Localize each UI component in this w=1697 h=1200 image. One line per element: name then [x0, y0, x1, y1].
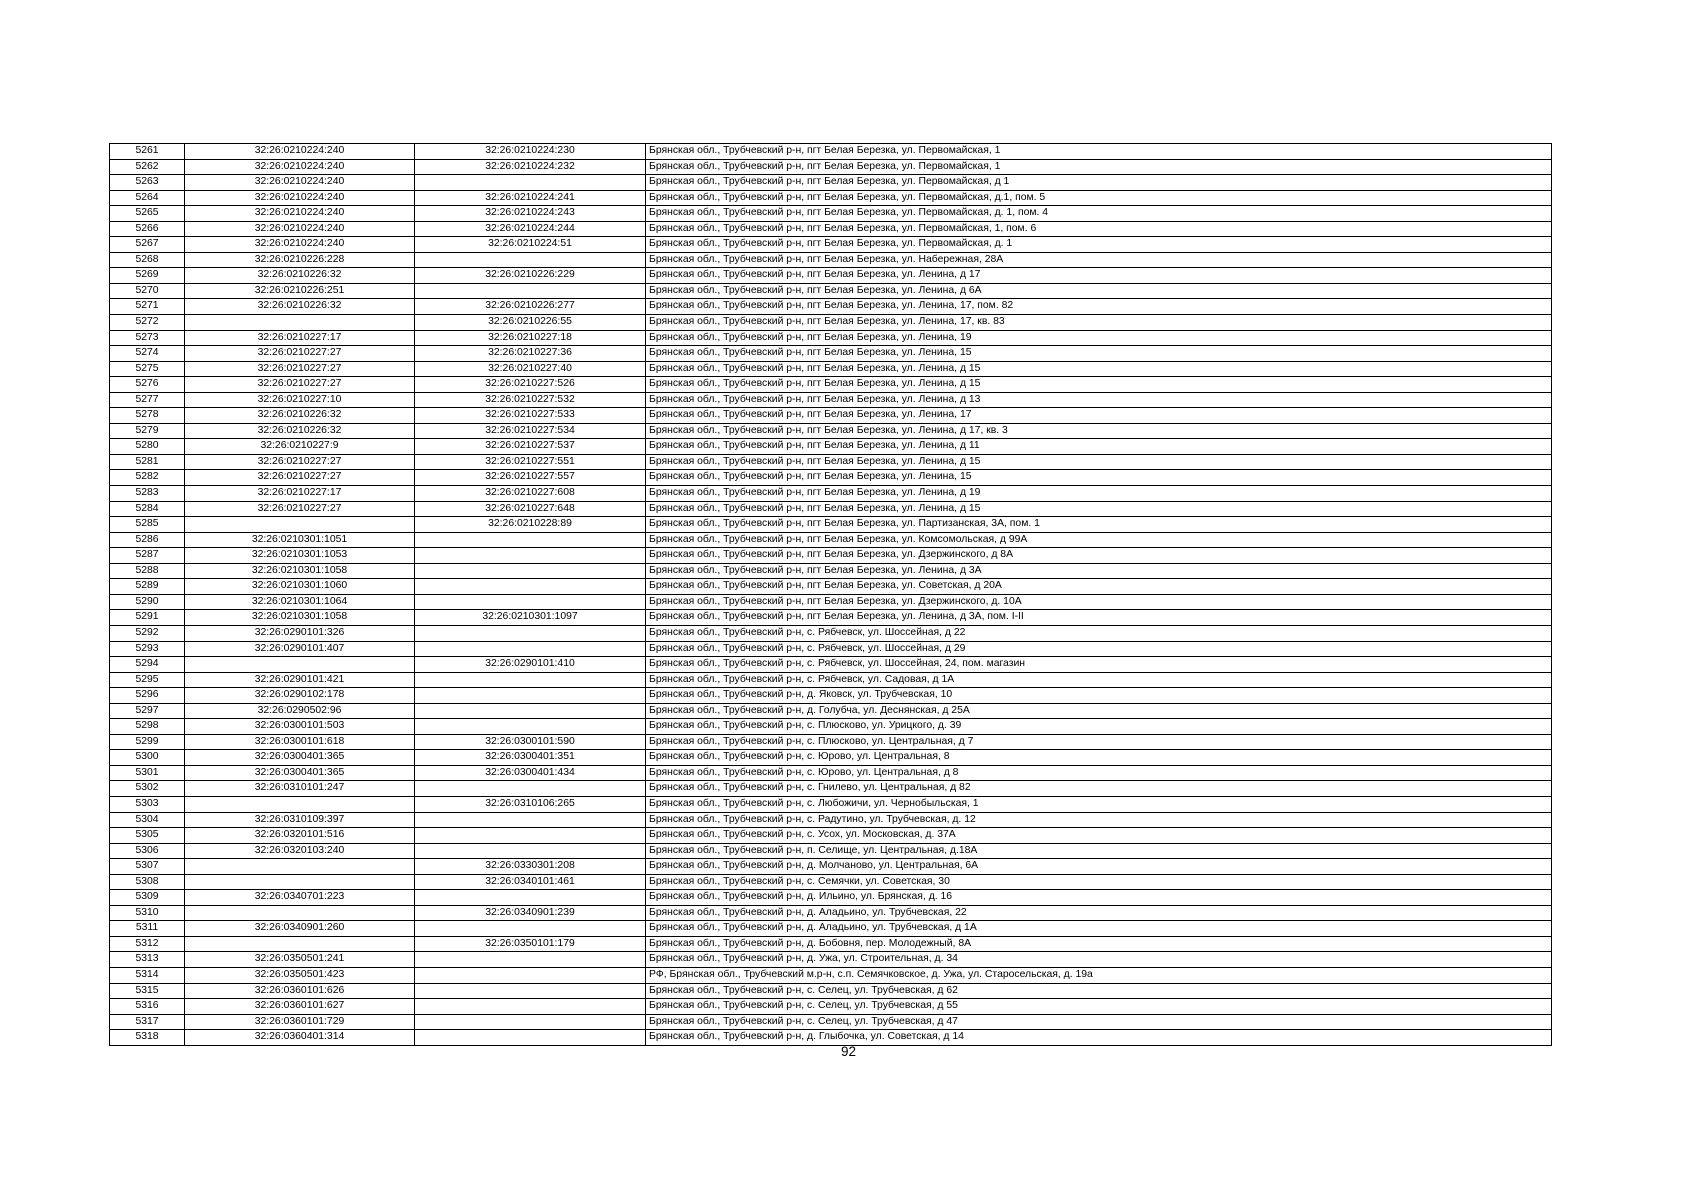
property-registry-table: [109, 143, 1552, 1046]
object-cadastral-number-cell: 32:26:0210224:51: [415, 237, 646, 253]
table-row: [110, 1014, 1552, 1030]
address-cell: Брянская обл., Трубчевский р-н, с. Любожичи, ул. Чернобыльская, 1: [646, 796, 1552, 812]
row-number-cell: 5300: [110, 750, 185, 766]
cadastral-number-cell: 32:26:0310109:397: [185, 812, 415, 828]
address-cell: Брянская обл., Трубчевский р-н, пгт Белая Березка, ул. Ленина, д 11: [646, 439, 1552, 455]
object-cadastral-number-cell: [415, 703, 646, 719]
object-cadastral-number-cell: 32:26:0210227:608: [415, 486, 646, 502]
table-row: [110, 843, 1552, 859]
cadastral-number-cell: 32:26:0210224:240: [185, 175, 415, 191]
cadastral-number-cell: 32:26:0300401:365: [185, 750, 415, 766]
object-cadastral-number-cell: [415, 828, 646, 844]
object-cadastral-number-cell: 32:26:0210227:648: [415, 501, 646, 517]
row-number-cell: 5297: [110, 703, 185, 719]
address-cell: Брянская обл., Трубчевский р-н, д. Бобовня, пер. Молодежный, 8А: [646, 936, 1552, 952]
object-cadastral-number-cell: 32:26:0210224:244: [415, 221, 646, 237]
table-row: [110, 734, 1552, 750]
object-cadastral-number-cell: 32:26:0210227:533: [415, 408, 646, 424]
table-row: [110, 563, 1552, 579]
cadastral-number-cell: 32:26:0350501:423: [185, 967, 415, 983]
table-row: [110, 828, 1552, 844]
row-number-cell: 5292: [110, 625, 185, 641]
row-number-cell: 5296: [110, 688, 185, 704]
cadastral-number-cell: 32:26:0210227:27: [185, 501, 415, 517]
object-cadastral-number-cell: 32:26:0300401:351: [415, 750, 646, 766]
table-row: [110, 144, 1552, 160]
address-cell: Брянская обл., Трубчевский р-н, пгт Белая Березка, ул. Ленина, д 15: [646, 501, 1552, 517]
row-number-cell: 5269: [110, 268, 185, 284]
object-cadastral-number-cell: [415, 594, 646, 610]
address-cell: Брянская обл., Трубчевский р-н, с. Плюсково, ул. Центральная, д 7: [646, 734, 1552, 750]
object-cadastral-number-cell: 32:26:0210227:18: [415, 330, 646, 346]
row-number-cell: 5281: [110, 454, 185, 470]
object-cadastral-number-cell: [415, 952, 646, 968]
cadastral-number-cell: 32:26:0210227:27: [185, 377, 415, 393]
object-cadastral-number-cell: 32:26:0210227:40: [415, 361, 646, 377]
row-number-cell: 5267: [110, 237, 185, 253]
table-row: [110, 967, 1552, 983]
object-cadastral-number-cell: [415, 175, 646, 191]
address-cell: Брянская обл., Трубчевский р-н, п. Селище, ул. Центральная, д.18А: [646, 843, 1552, 859]
object-cadastral-number-cell: [415, 890, 646, 906]
row-number-cell: 5272: [110, 315, 185, 331]
address-cell: Брянская обл., Трубчевский р-н, д. Аладьино, ул. Трубчевская, 22: [646, 905, 1552, 921]
address-cell: Брянская обл., Трубчевский р-н, с. Рябчевск, ул. Шоссейная, 24, пом. магазин: [646, 657, 1552, 673]
address-cell: Брянская обл., Трубчевский р-н, пгт Белая Березка, ул. Ленина, д 15: [646, 361, 1552, 377]
table-row: [110, 781, 1552, 797]
cadastral-number-cell: 32:26:0210301:1051: [185, 532, 415, 548]
table-row: [110, 408, 1552, 424]
cadastral-number-cell: 32:26:0210226:228: [185, 252, 415, 268]
address-cell: Брянская обл., Трубчевский р-н, д. Ужа, ул. Строительная, д. 34: [646, 952, 1552, 968]
row-number-cell: 5263: [110, 175, 185, 191]
object-cadastral-number-cell: [415, 781, 646, 797]
table-row: [110, 983, 1552, 999]
cadastral-number-cell: [185, 657, 415, 673]
object-cadastral-number-cell: [415, 579, 646, 595]
object-cadastral-number-cell: [415, 967, 646, 983]
object-cadastral-number-cell: 32:26:0210227:557: [415, 470, 646, 486]
object-cadastral-number-cell: 32:26:0310106:265: [415, 796, 646, 812]
cadastral-number-cell: [185, 905, 415, 921]
address-cell: Брянская обл., Трубчевский р-н, с. Гнилево, ул. Центральная, д 82: [646, 781, 1552, 797]
cadastral-number-cell: [185, 936, 415, 952]
cadastral-number-cell: 32:26:0350501:241: [185, 952, 415, 968]
address-cell: Брянская обл., Трубчевский р-н, с. Плюсково, ул. Урицкого, д. 39: [646, 719, 1552, 735]
object-cadastral-number-cell: 32:26:0210227:532: [415, 392, 646, 408]
row-number-cell: 5295: [110, 672, 185, 688]
row-number-cell: 5266: [110, 221, 185, 237]
table-row: [110, 703, 1552, 719]
cadastral-number-cell: 32:26:0360401:314: [185, 1030, 415, 1046]
table-row: [110, 315, 1552, 331]
address-cell: Брянская обл., Трубчевский р-н, с. Селец, ул. Трубчевская, д 47: [646, 1014, 1552, 1030]
address-cell: Брянская обл., Трубчевский р-н, пгт Белая Березка, ул. Ленина, д 17: [646, 268, 1552, 284]
table-row: [110, 361, 1552, 377]
object-cadastral-number-cell: 32:26:0300401:434: [415, 765, 646, 781]
cadastral-number-cell: 32:26:0210224:240: [185, 144, 415, 160]
table-row: [110, 532, 1552, 548]
cadastral-number-cell: 32:26:0210224:240: [185, 159, 415, 175]
cadastral-number-cell: 32:26:0300101:618: [185, 734, 415, 750]
row-number-cell: 5262: [110, 159, 185, 175]
address-cell: Брянская обл., Трубчевский р-н, пгт Белая Березка, ул. Ленина, 15: [646, 470, 1552, 486]
table-row: [110, 952, 1552, 968]
row-number-cell: 5318: [110, 1030, 185, 1046]
cadastral-number-cell: 32:26:0360101:729: [185, 1014, 415, 1030]
row-number-cell: 5274: [110, 346, 185, 362]
object-cadastral-number-cell: 32:26:0290101:410: [415, 657, 646, 673]
cadastral-number-cell: 32:26:0210227:27: [185, 346, 415, 362]
table-row: [110, 625, 1552, 641]
cadastral-number-cell: [185, 315, 415, 331]
row-number-cell: 5285: [110, 517, 185, 533]
table-row: [110, 765, 1552, 781]
object-cadastral-number-cell: [415, 563, 646, 579]
object-cadastral-number-cell: 32:26:0350101:179: [415, 936, 646, 952]
table-row: [110, 936, 1552, 952]
address-cell: Брянская обл., Трубчевский р-н, пгт Белая Березка, ул. Ленина, д 3А, пом. I-II: [646, 610, 1552, 626]
cadastral-number-cell: 32:26:0210227:27: [185, 454, 415, 470]
row-number-cell: 5277: [110, 392, 185, 408]
row-number-cell: 5307: [110, 859, 185, 875]
cadastral-number-cell: 32:26:0210227:9: [185, 439, 415, 455]
object-cadastral-number-cell: [415, 532, 646, 548]
table-row: [110, 206, 1552, 222]
address-cell: Брянская обл., Трубчевский р-н, д. Молчаново, ул. Центральная, 6А: [646, 859, 1552, 875]
object-cadastral-number-cell: 32:26:0300101:590: [415, 734, 646, 750]
object-cadastral-number-cell: [415, 672, 646, 688]
object-cadastral-number-cell: 32:26:0210227:537: [415, 439, 646, 455]
row-number-cell: 5289: [110, 579, 185, 595]
address-cell: Брянская обл., Трубчевский р-н, пгт Белая Березка, ул. Дзержинского, д 8А: [646, 548, 1552, 564]
row-number-cell: 5314: [110, 967, 185, 983]
row-number-cell: 5317: [110, 1014, 185, 1030]
object-cadastral-number-cell: [415, 1014, 646, 1030]
row-number-cell: 5282: [110, 470, 185, 486]
table-row: [110, 921, 1552, 937]
address-cell: Брянская обл., Трубчевский р-н, пгт Белая Березка, ул. Первомайская, 1: [646, 144, 1552, 160]
cadastral-number-cell: 32:26:0360101:627: [185, 999, 415, 1015]
row-number-cell: 5284: [110, 501, 185, 517]
row-number-cell: 5290: [110, 594, 185, 610]
row-number-cell: 5310: [110, 905, 185, 921]
row-number-cell: 5303: [110, 796, 185, 812]
row-number-cell: 5283: [110, 486, 185, 502]
row-number-cell: 5313: [110, 952, 185, 968]
address-cell: Брянская обл., Трубчевский р-н, с. Юрово, ул. Центральная, 8: [646, 750, 1552, 766]
object-cadastral-number-cell: 32:26:0210224:241: [415, 190, 646, 206]
table-row: [110, 392, 1552, 408]
address-cell: Брянская обл., Трубчевский р-н, пгт Белая Березка, ул. Ленина, 19: [646, 330, 1552, 346]
cadastral-number-cell: 32:26:0340901:260: [185, 921, 415, 937]
object-cadastral-number-cell: 32:26:0210226:55: [415, 315, 646, 331]
cadastral-number-cell: 32:26:0210227:27: [185, 470, 415, 486]
address-cell: Брянская обл., Трубчевский р-н, пгт Белая Березка, ул. Ленина, 15: [646, 346, 1552, 362]
address-cell: Брянская обл., Трубчевский р-н, д. Аладьино, ул. Трубчевская, д 1А: [646, 921, 1552, 937]
cadastral-number-cell: [185, 874, 415, 890]
row-number-cell: 5270: [110, 283, 185, 299]
row-number-cell: 5312: [110, 936, 185, 952]
address-cell: Брянская обл., Трубчевский р-н, пгт Белая Березка, ул. Ленина, д 6А: [646, 283, 1552, 299]
row-number-cell: 5261: [110, 144, 185, 160]
object-cadastral-number-cell: 32:26:0340101:461: [415, 874, 646, 890]
table-row: [110, 1030, 1552, 1046]
address-cell: Брянская обл., Трубчевский р-н, с. Семячки, ул. Советская, 30: [646, 874, 1552, 890]
cadastral-number-cell: 32:26:0210224:240: [185, 237, 415, 253]
table-row: [110, 548, 1552, 564]
table-row: [110, 719, 1552, 735]
object-cadastral-number-cell: [415, 625, 646, 641]
cadastral-number-cell: 32:26:0290102:178: [185, 688, 415, 704]
table-row: [110, 237, 1552, 253]
table-row: [110, 159, 1552, 175]
cadastral-number-cell: 32:26:0210226:32: [185, 299, 415, 315]
table-row: [110, 796, 1552, 812]
object-cadastral-number-cell: [415, 921, 646, 937]
row-number-cell: 5305: [110, 828, 185, 844]
object-cadastral-number-cell: [415, 1030, 646, 1046]
cadastral-number-cell: 32:26:0210226:32: [185, 423, 415, 439]
table-row: [110, 517, 1552, 533]
table-row: [110, 657, 1552, 673]
row-number-cell: 5291: [110, 610, 185, 626]
row-number-cell: 5298: [110, 719, 185, 735]
table-row: [110, 579, 1552, 595]
address-cell: Брянская обл., Трубчевский р-н, д. Глыбочка, ул. Советская, д 14: [646, 1030, 1552, 1046]
table-row: [110, 812, 1552, 828]
object-cadastral-number-cell: [415, 719, 646, 735]
address-cell: Брянская обл., Трубчевский р-н, пгт Белая Березка, ул. Ленина, д 15: [646, 377, 1552, 393]
row-number-cell: 5279: [110, 423, 185, 439]
table-row: [110, 672, 1552, 688]
address-cell: Брянская обл., Трубчевский р-н, пгт Белая Березка, ул. Ленина, д 15: [646, 454, 1552, 470]
cadastral-number-cell: [185, 859, 415, 875]
row-number-cell: 5299: [110, 734, 185, 750]
table-row: [110, 501, 1552, 517]
object-cadastral-number-cell: 32:26:0210228:89: [415, 517, 646, 533]
table-row: [110, 454, 1552, 470]
row-number-cell: 5308: [110, 874, 185, 890]
row-number-cell: 5273: [110, 330, 185, 346]
address-cell: Брянская обл., Трубчевский р-н, пгт Белая Березка, ул. Ленина, 17, пом. 82: [646, 299, 1552, 315]
object-cadastral-number-cell: 32:26:0210227:526: [415, 377, 646, 393]
cadastral-number-cell: 32:26:0210301:1058: [185, 563, 415, 579]
table-row: [110, 252, 1552, 268]
address-cell: Брянская обл., Трубчевский р-н, пгт Белая Березка, ул. Комсомольская, д 99А: [646, 532, 1552, 548]
table-row: [110, 999, 1552, 1015]
row-number-cell: 5309: [110, 890, 185, 906]
object-cadastral-number-cell: [415, 252, 646, 268]
address-cell: Брянская обл., Трубчевский р-н, пгт Белая Березка, ул. Ленина, 17: [646, 408, 1552, 424]
cadastral-number-cell: 32:26:0210301:1060: [185, 579, 415, 595]
cadastral-number-cell: 32:26:0210301:1058: [185, 610, 415, 626]
address-cell: Брянская обл., Трубчевский р-н, с. Селец, ул. Трубчевская, д 62: [646, 983, 1552, 999]
table-body: [110, 144, 1552, 1046]
table-row: [110, 859, 1552, 875]
address-cell: Брянская обл., Трубчевский р-н, пгт Белая Березка, ул. Ленина, д 3А: [646, 563, 1552, 579]
row-number-cell: 5275: [110, 361, 185, 377]
row-number-cell: 5304: [110, 812, 185, 828]
table-row: [110, 594, 1552, 610]
object-cadastral-number-cell: 32:26:0210227:534: [415, 423, 646, 439]
table-row: [110, 299, 1552, 315]
row-number-cell: 5315: [110, 983, 185, 999]
table-row: [110, 377, 1552, 393]
row-number-cell: 5264: [110, 190, 185, 206]
row-number-cell: 5286: [110, 532, 185, 548]
cadastral-number-cell: 32:26:0300401:365: [185, 765, 415, 781]
cadastral-number-cell: 32:26:0210226:32: [185, 268, 415, 284]
object-cadastral-number-cell: 32:26:0210226:277: [415, 299, 646, 315]
object-cadastral-number-cell: 32:26:0340901:239: [415, 905, 646, 921]
cadastral-number-cell: 32:26:0310101:247: [185, 781, 415, 797]
row-number-cell: 5316: [110, 999, 185, 1015]
cadastral-number-cell: 32:26:0210301:1053: [185, 548, 415, 564]
object-cadastral-number-cell: [415, 548, 646, 564]
row-number-cell: 5278: [110, 408, 185, 424]
object-cadastral-number-cell: [415, 641, 646, 657]
table-row: [110, 470, 1552, 486]
table-row: [110, 874, 1552, 890]
address-cell: Брянская обл., Трубчевский р-н, с. Радутино, ул. Трубчевская, д. 12: [646, 812, 1552, 828]
table-row: [110, 190, 1552, 206]
address-cell: Брянская обл., Трубчевский р-н, пгт Белая Березка, ул. Набережная, 28А: [646, 252, 1552, 268]
cadastral-number-cell: 32:26:0210224:240: [185, 221, 415, 237]
object-cadastral-number-cell: [415, 812, 646, 828]
table-row: [110, 610, 1552, 626]
table-row: [110, 423, 1552, 439]
object-cadastral-number-cell: [415, 983, 646, 999]
row-number-cell: 5268: [110, 252, 185, 268]
address-cell: Брянская обл., Трубчевский р-н, с. Юрово, ул. Центральная, д 8: [646, 765, 1552, 781]
address-cell: Брянская обл., Трубчевский р-н, с. Рябчевск, ул. Шоссейная, д 29: [646, 641, 1552, 657]
row-number-cell: 5311: [110, 921, 185, 937]
cadastral-number-cell: 32:26:0210227:17: [185, 486, 415, 502]
cadastral-number-cell: 32:26:0290101:407: [185, 641, 415, 657]
cadastral-number-cell: 32:26:0210301:1064: [185, 594, 415, 610]
cadastral-number-cell: 32:26:0290101:421: [185, 672, 415, 688]
row-number-cell: 5288: [110, 563, 185, 579]
cadastral-number-cell: 32:26:0340701:223: [185, 890, 415, 906]
object-cadastral-number-cell: [415, 688, 646, 704]
row-number-cell: 5301: [110, 765, 185, 781]
row-number-cell: 5293: [110, 641, 185, 657]
address-cell: Брянская обл., Трубчевский р-н, пгт Белая Березка, ул. Советская, д 20А: [646, 579, 1552, 595]
address-cell: Брянская обл., Трубчевский р-н, пгт Белая Березка, ул. Первомайская, 1, пом. 6: [646, 221, 1552, 237]
address-cell: Брянская обл., Трубчевский р-н, пгт Белая Березка, ул. Партизанская, 3А, пом. 1: [646, 517, 1552, 533]
cadastral-number-cell: 32:26:0210227:17: [185, 330, 415, 346]
table-row: [110, 750, 1552, 766]
object-cadastral-number-cell: 32:26:0210227:551: [415, 454, 646, 470]
object-cadastral-number-cell: 32:26:0210301:1097: [415, 610, 646, 626]
address-cell: Брянская обл., Трубчевский р-н, д. Голубча, ул. Деснянская, д 25А: [646, 703, 1552, 719]
address-cell: Брянская обл., Трубчевский р-н, с. Рябчевск, ул. Шоссейная, д 22: [646, 625, 1552, 641]
address-cell: Брянская обл., Трубчевский р-н, д. Ильино, ул. Брянская, д. 16: [646, 890, 1552, 906]
address-cell: Брянская обл., Трубчевский р-н, с. Селец, ул. Трубчевская, д 55: [646, 999, 1552, 1015]
address-cell: Брянская обл., Трубчевский р-н, пгт Белая Березка, ул. Ленина, д 17, кв. 3: [646, 423, 1552, 439]
address-cell: Брянская обл., Трубчевский р-н, пгт Белая Березка, ул. Дзержинского, д. 10А: [646, 594, 1552, 610]
table-row: [110, 439, 1552, 455]
row-number-cell: 5265: [110, 206, 185, 222]
table-row: [110, 221, 1552, 237]
table-row: [110, 890, 1552, 906]
cadastral-number-cell: [185, 517, 415, 533]
cadastral-number-cell: 32:26:0210224:240: [185, 190, 415, 206]
object-cadastral-number-cell: 32:26:0210227:36: [415, 346, 646, 362]
row-number-cell: 5287: [110, 548, 185, 564]
row-number-cell: 5306: [110, 843, 185, 859]
address-cell: Брянская обл., Трубчевский р-н, пгт Белая Березка, ул. Ленина, д 13: [646, 392, 1552, 408]
cadastral-number-cell: 32:26:0210226:251: [185, 283, 415, 299]
cadastral-number-cell: 32:26:0210227:27: [185, 361, 415, 377]
object-cadastral-number-cell: [415, 999, 646, 1015]
table-row: [110, 486, 1552, 502]
cadastral-number-cell: 32:26:0320101:516: [185, 828, 415, 844]
table-row: [110, 346, 1552, 362]
cadastral-number-cell: [185, 796, 415, 812]
object-cadastral-number-cell: [415, 843, 646, 859]
address-cell: Брянская обл., Трубчевский р-н, пгт Белая Березка, ул. Первомайская, д. 1: [646, 237, 1552, 253]
address-cell: Брянская обл., Трубчевский р-н, с. Усох, ул. Московская, д. 37А: [646, 828, 1552, 844]
table-row: [110, 283, 1552, 299]
table-row: [110, 688, 1552, 704]
row-number-cell: 5276: [110, 377, 185, 393]
address-cell: Брянская обл., Трубчевский р-н, пгт Белая Березка, ул. Первомайская, д 1: [646, 175, 1552, 191]
table-row: [110, 905, 1552, 921]
cadastral-number-cell: 32:26:0210226:32: [185, 408, 415, 424]
cadastral-number-cell: 32:26:0360101:626: [185, 983, 415, 999]
object-cadastral-number-cell: [415, 283, 646, 299]
page-number: 92: [840, 1044, 857, 1059]
address-cell: Брянская обл., Трубчевский р-н, пгт Белая Березка, ул. Первомайская, д. 1, пом. 4: [646, 206, 1552, 222]
address-cell: Брянская обл., Трубчевский р-н, д. Яковск, ул. Трубчевская, 10: [646, 688, 1552, 704]
table-row: [110, 330, 1552, 346]
object-cadastral-number-cell: 32:26:0330301:208: [415, 859, 646, 875]
address-cell: Брянская обл., Трубчевский р-н, пгт Белая Березка, ул. Ленина, д 19: [646, 486, 1552, 502]
table-row: [110, 175, 1552, 191]
address-cell: РФ, Брянская обл., Трубчевский м.р-н, с.п. Семячковское, д. Ужа, ул. Старосельская, д. 19а: [646, 967, 1552, 983]
cadastral-number-cell: 32:26:0290502:96: [185, 703, 415, 719]
cadastral-number-cell: 32:26:0300101:503: [185, 719, 415, 735]
address-cell: Брянская обл., Трубчевский р-н, пгт Белая Березка, ул. Первомайская, д.1, пом. 5: [646, 190, 1552, 206]
object-cadastral-number-cell: 32:26:0210224:243: [415, 206, 646, 222]
cadastral-number-cell: 32:26:0210227:10: [185, 392, 415, 408]
address-cell: Брянская обл., Трубчевский р-н, пгт Белая Березка, ул. Ленина, 17, кв. 83: [646, 315, 1552, 331]
object-cadastral-number-cell: 32:26:0210226:229: [415, 268, 646, 284]
cadastral-number-cell: 32:26:0210224:240: [185, 206, 415, 222]
table-row: [110, 268, 1552, 284]
cadastral-number-cell: 32:26:0320103:240: [185, 843, 415, 859]
row-number-cell: 5302: [110, 781, 185, 797]
row-number-cell: 5280: [110, 439, 185, 455]
address-cell: Брянская обл., Трубчевский р-н, пгт Белая Березка, ул. Первомайская, 1: [646, 159, 1552, 175]
table-row: [110, 641, 1552, 657]
address-cell: Брянская обл., Трубчевский р-н, с. Рябчевск, ул. Садовая, д 1А: [646, 672, 1552, 688]
object-cadastral-number-cell: 32:26:0210224:230: [415, 144, 646, 160]
cadastral-number-cell: 32:26:0290101:326: [185, 625, 415, 641]
object-cadastral-number-cell: 32:26:0210224:232: [415, 159, 646, 175]
row-number-cell: 5294: [110, 657, 185, 673]
row-number-cell: 5271: [110, 299, 185, 315]
